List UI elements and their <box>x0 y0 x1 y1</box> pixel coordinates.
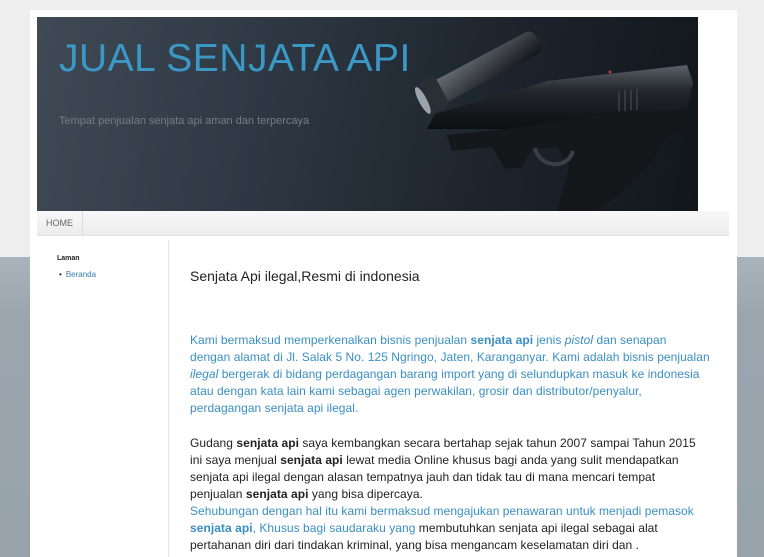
keyword-bold: senjata api <box>236 436 299 450</box>
sidebar-item-beranda[interactable]: • Beranda <box>59 270 167 279</box>
sidebar-list <box>57 270 167 279</box>
offer-link-text[interactable]: Sehubungan dengan hal itu kami bermaksud mengajukan penawaran untuk menjadi pemasok <box>190 504 694 518</box>
site-title[interactable]: JUAL SENJATA API <box>59 37 411 80</box>
text-segment: yang bisa dipercaya. <box>308 487 423 501</box>
navigation-bar <box>37 211 729 236</box>
text-segment: bergerak di bidang perdagangan barang import yang di selundupkan masuk ke indonesia atau dengan kata lain kami sebagai agen perwakilan, grosir dan distributor/penyalur, perdagangan senjata api ilegal. <box>190 367 700 415</box>
post-paragraph-1 <box>190 332 710 417</box>
header-banner <box>37 17 698 211</box>
keyword-bold: senjata api <box>280 453 343 467</box>
text-segment: Gudang <box>190 436 237 450</box>
sidebar <box>57 255 167 279</box>
keyword-link[interactable]: senjata api <box>190 521 253 535</box>
text-segment: jenis <box>533 333 565 347</box>
site-description: Tempat penjualan senjata api aman dan terpercaya <box>59 115 310 127</box>
post-title[interactable]: Senjata Api ilegal,Resmi di indonesia <box>190 268 420 284</box>
text-segment: dan senapan dengan alamat di Jl. Salak 5 No. 125 Ngringo, Jaten, Karanganyar. Kami adalah bisnis penjualan <box>190 333 710 364</box>
text-segment: Kami bermaksud memperkenalkan bisnis penjualan <box>190 333 471 347</box>
page-container <box>30 10 737 557</box>
sidebar-title: Laman <box>57 255 80 262</box>
text-segment: lewat media Online khusus bagi anda yang sulit mendapatkan senjata api ilegal dengan alasan tempatnya jauh dan tidak tau di mana mencari tempat penjualan <box>190 453 679 501</box>
post-paragraph-2 <box>190 435 710 554</box>
keyword-pistol[interactable]: pistol <box>564 333 594 347</box>
keyword-ilegal[interactable]: ilegal <box>190 367 219 381</box>
text-segment: saya kembangkan secara bertahap sejak tahun 2007 sampai Tahun 2015 ini saya menjual <box>190 436 696 467</box>
offer-link-text[interactable]: , Khusus bagi saudaraku yang <box>252 521 416 535</box>
keyword-link[interactable]: senjata api <box>470 333 534 347</box>
sidebar-divider <box>168 240 169 557</box>
post-content <box>190 268 710 554</box>
text-segment: membutuhkan senjata api ilegal sebagai alat pertahanan diri dari tindakan kriminal, yang bisa mengancam keselamatan diri dan . <box>190 521 658 552</box>
keyword-bold: senjata api <box>245 487 309 501</box>
nav-tab-home[interactable]: HOME <box>37 211 83 235</box>
